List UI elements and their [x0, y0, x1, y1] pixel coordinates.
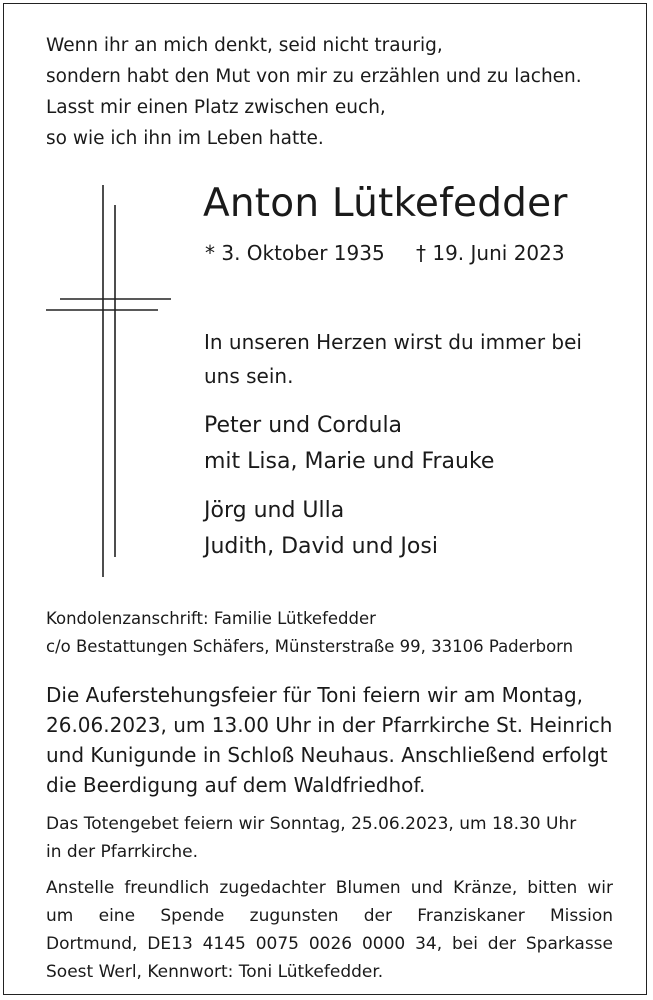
- ceremony-notice: [46, 680, 612, 800]
- family-line: mit Lisa, Marie und Frauke: [204, 449, 495, 474]
- poem: [46, 30, 582, 154]
- death-cross-icon: †: [416, 241, 426, 265]
- ceremony-line: Die Auferstehungsfeier für Toni feiern wir am Montag,: [46, 683, 584, 707]
- donation-line: um eine Spende zugunsten der Franziskaner Mission: [46, 906, 613, 926]
- death-date: 19. Juni 2023: [432, 241, 565, 265]
- ceremony-line: 26.06.2023, um 13.00 Uhr in der Pfarrkirche St. Heinrich: [46, 713, 613, 737]
- birth-date: 3. Oktober 1935: [221, 241, 385, 265]
- condolence-line: Kondolenzanschrift: Familie Lütkefedder: [46, 609, 376, 628]
- death-date-group: [416, 241, 565, 265]
- motto-line: uns sein.: [204, 364, 294, 388]
- family-line: Peter und Cordula: [204, 413, 403, 438]
- birth-date-group: [205, 238, 416, 268]
- ceremony-line: und Kunigunde in Schloß Neuhaus. Anschließend erfolgt: [46, 743, 608, 767]
- donation-line: Dortmund, DE13 4145 0075 0026 0000 34, bei der Sparkasse: [46, 934, 613, 954]
- family-line: Judith, David und Josi: [204, 534, 438, 559]
- life-dates: [205, 238, 565, 268]
- donation-line: Anstelle freundlich zugedachter Blumen und Kränze, bitten wir: [46, 878, 613, 898]
- deceased-name: Anton Lütkefedder: [203, 181, 568, 226]
- prayer-line: Das Totengebet feiern wir Sonntag, 25.06.2023, um 18.30 Uhr: [46, 814, 577, 834]
- donation-notice: [46, 874, 613, 986]
- cross-icon: [40, 180, 180, 580]
- family-line: Jörg und Ulla: [204, 498, 345, 523]
- motto-line: In unseren Herzen wirst du immer bei: [204, 330, 582, 354]
- motto: [204, 325, 614, 393]
- donation-line: Soest Werl, Kennwort: Toni Lütkefedder.: [46, 962, 384, 982]
- poem-line: Lasst mir einen Platz zwischen euch,: [46, 97, 386, 118]
- poem-line: Wenn ihr an mich denkt, seid nicht traurig,: [46, 35, 443, 56]
- condolence-address: [46, 605, 573, 661]
- family-group-2: [204, 493, 438, 565]
- prayer-line: in der Pfarrkirche.: [46, 842, 199, 862]
- birth-star-icon: *: [205, 241, 215, 265]
- poem-line: sondern habt den Mut von mir zu erzählen und zu lachen.: [46, 66, 582, 87]
- condolence-line: c/o Bestattungen Schäfers, Münsterstraße 99, 33106 Paderborn: [46, 637, 574, 656]
- prayer-notice: [46, 810, 576, 866]
- family-group-1: [204, 408, 494, 480]
- poem-line: so wie ich ihn im Leben hatte.: [46, 128, 324, 149]
- ceremony-line: die Beerdigung auf dem Waldfriedhof.: [46, 773, 426, 797]
